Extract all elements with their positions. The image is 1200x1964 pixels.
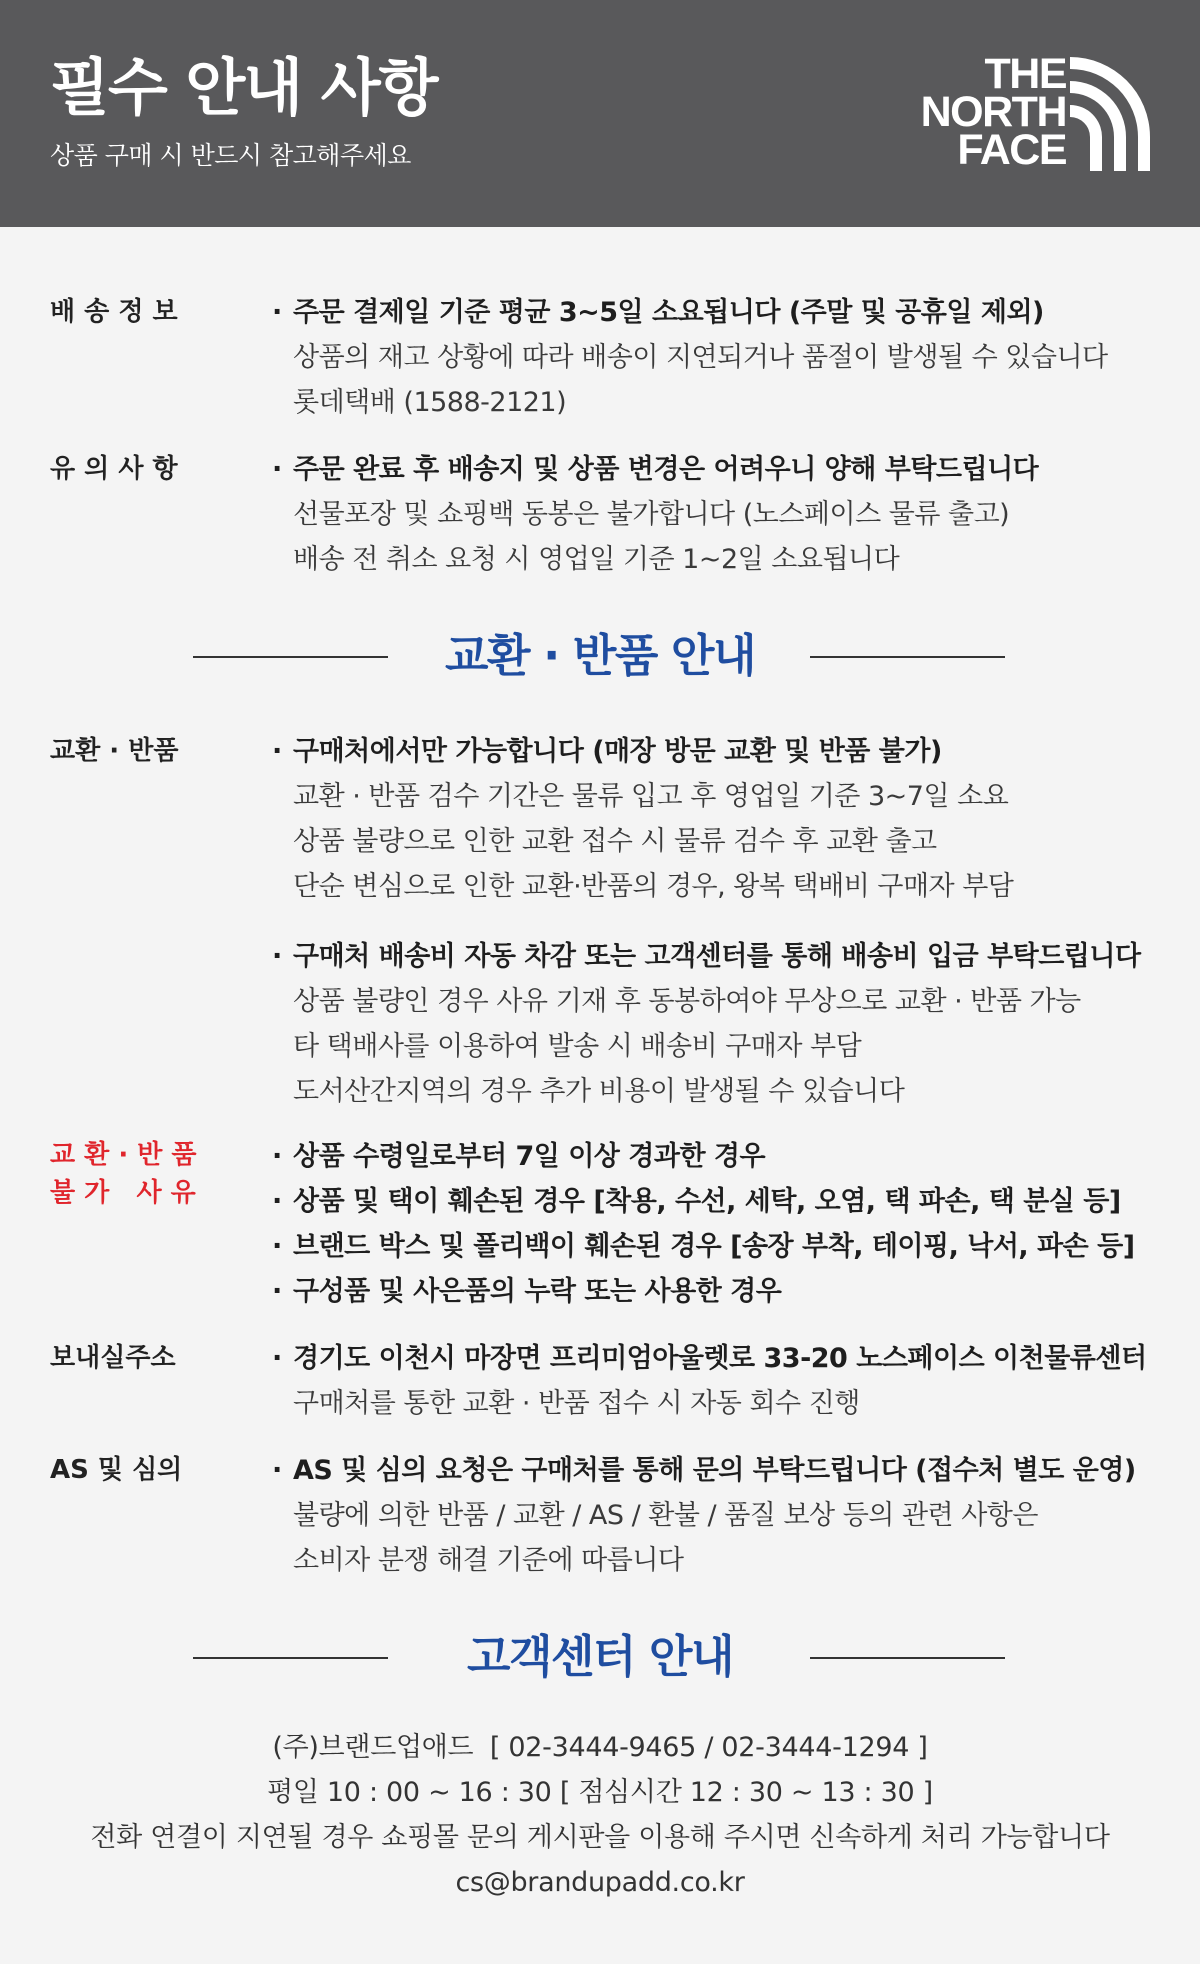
divider-line [810,1657,1005,1659]
delivery-headline: · 주문 결제일 기준 평균 3~5일 소요됩니다 (주말 및 공휴일 제외) [272,290,1172,335]
non-returnable-item: · 상품 및 택이 훼손된 경우 [착용, 수선, 세탁, 오염, 택 파손, 택 분실 등] [272,1179,1172,1224]
delivery-line: 상품의 재고 상황에 따라 배송이 지연되거나 품절이 발생될 수 있습니다 [293,342,1108,373]
as-review-line: 소비자 분쟁 해결 기준에 따릅니다 [293,1545,684,1576]
non-returnable-item: · 구성품 및 사은품의 누락 또는 사용한 경우 [272,1269,1172,1314]
label-delivery-info: 배 송 정 보 [50,297,178,327]
page-title: 필수 안내 사항 [50,51,437,124]
label-non-returnable: 교 환 · 반 품 불 가 사 유 [50,1140,197,1208]
label-notice: 유 의 사 항 [50,454,178,484]
header-banner [0,0,1200,227]
as-review-body [272,1448,1172,1583]
exchange-section-heading [0,616,1200,696]
delivery-line: 롯데택배 (1588-2121) [293,387,567,418]
notice-headline: · 주문 완료 후 배송지 및 상품 변경은 어려우니 양해 부탁드립니다 [272,447,1172,492]
non-returnable-item: · 브랜드 박스 및 폴리백이 훼손된 경우 [송장 부착, 테이핑, 낙서, 파손 등] [272,1224,1172,1269]
divider-line [810,656,1005,658]
the-north-face-logo [900,50,1150,175]
customer-center-info [0,1725,1200,1905]
contact-email[interactable]: cs@brandupadd.co.kr [455,1867,745,1898]
shipping-fee-line: 상품 불량인 경우 사유 기재 후 동봉하여야 무상으로 교환 · 반품 가능 [293,986,1081,1017]
non-returnable-item: · 상품 수령일로부터 7일 이상 경과한 경우 [272,1134,1172,1179]
exchange-return-body [272,729,1172,1114]
exchange-title: 교환 · 반품 안내 [445,629,755,682]
exchange-line: 교환 · 반품 검수 기간은 물류 입고 후 영업일 기준 3~7일 소요 [293,781,1009,812]
page-subtitle: 상품 구매 시 반드시 참고해주세요 [50,141,411,170]
label-exchange-return: 교환 · 반품 [50,736,179,766]
business-hours: 평일 10 : 00 ~ 16 : 30 [ 점심시간 12 : 30 ~ 13 : 30 ] [267,1777,933,1808]
notice-line: 배송 전 취소 요청 시 영업일 기준 1~2일 소요됩니다 [293,544,900,575]
non-returnable-body [272,1134,1172,1314]
logo-wordmark: THE NORTH FACE [920,50,1066,174]
contact-note: 전화 연결이 지연될 경우 쇼핑몰 문의 게시판을 이용해 주시면 신속하게 처리 가능합니다 [90,1822,1110,1853]
return-address-headline: · 경기도 이천시 마장면 프리미엄아울렛로 33-20 노스페이스 이천물류센터 [272,1336,1172,1381]
exchange-headline: · 구매처에서만 가능합니다 (매장 방문 교환 및 반품 불가) [272,729,1172,774]
company-phone: (주)브랜드업애드 [ 02-3444-9465 / 02-3444-1294 ] [272,1732,928,1763]
cs-section-heading [0,1617,1200,1697]
label-as-review: AS 및 심의 [50,1455,183,1485]
half-dome-logo-icon [1064,57,1150,171]
label-return-address: 보내실주소 [50,1343,176,1373]
notice-body [272,447,1172,582]
as-review-headline: · AS 및 심의 요청은 구매처를 통해 문의 부탁드립니다 (접수처 별도 운영) [272,1448,1172,1493]
as-review-line: 불량에 의한 반품 / 교환 / AS / 환불 / 품질 보상 등의 관련 사항은 [293,1500,1038,1531]
exchange-line: 단순 변심으로 인한 교환·반품의 경우, 왕복 택배비 구매자 부담 [293,871,1014,902]
shipping-fee-headline: · 구매처 배송비 자동 차감 또는 고객센터를 통해 배송비 입금 부탁드립니다 [272,934,1172,979]
return-address-line: 구매처를 통한 교환 · 반품 접수 시 자동 회수 진행 [293,1388,860,1419]
notice-line: 선물포장 및 쇼핑백 동봉은 불가합니다 (노스페이스 물류 출고) [293,499,1010,530]
delivery-info-body [272,290,1172,425]
shipping-fee-line: 타 택배사를 이용하여 발송 시 배송비 구매자 부담 [293,1031,862,1062]
cs-title: 고객센터 안내 [467,1630,733,1683]
exchange-line: 상품 불량으로 인한 교환 접수 시 물류 검수 후 교환 출고 [293,826,937,857]
return-address-body [272,1336,1172,1426]
shipping-fee-line: 도서산간지역의 경우 추가 비용이 발생될 수 있습니다 [293,1076,905,1107]
